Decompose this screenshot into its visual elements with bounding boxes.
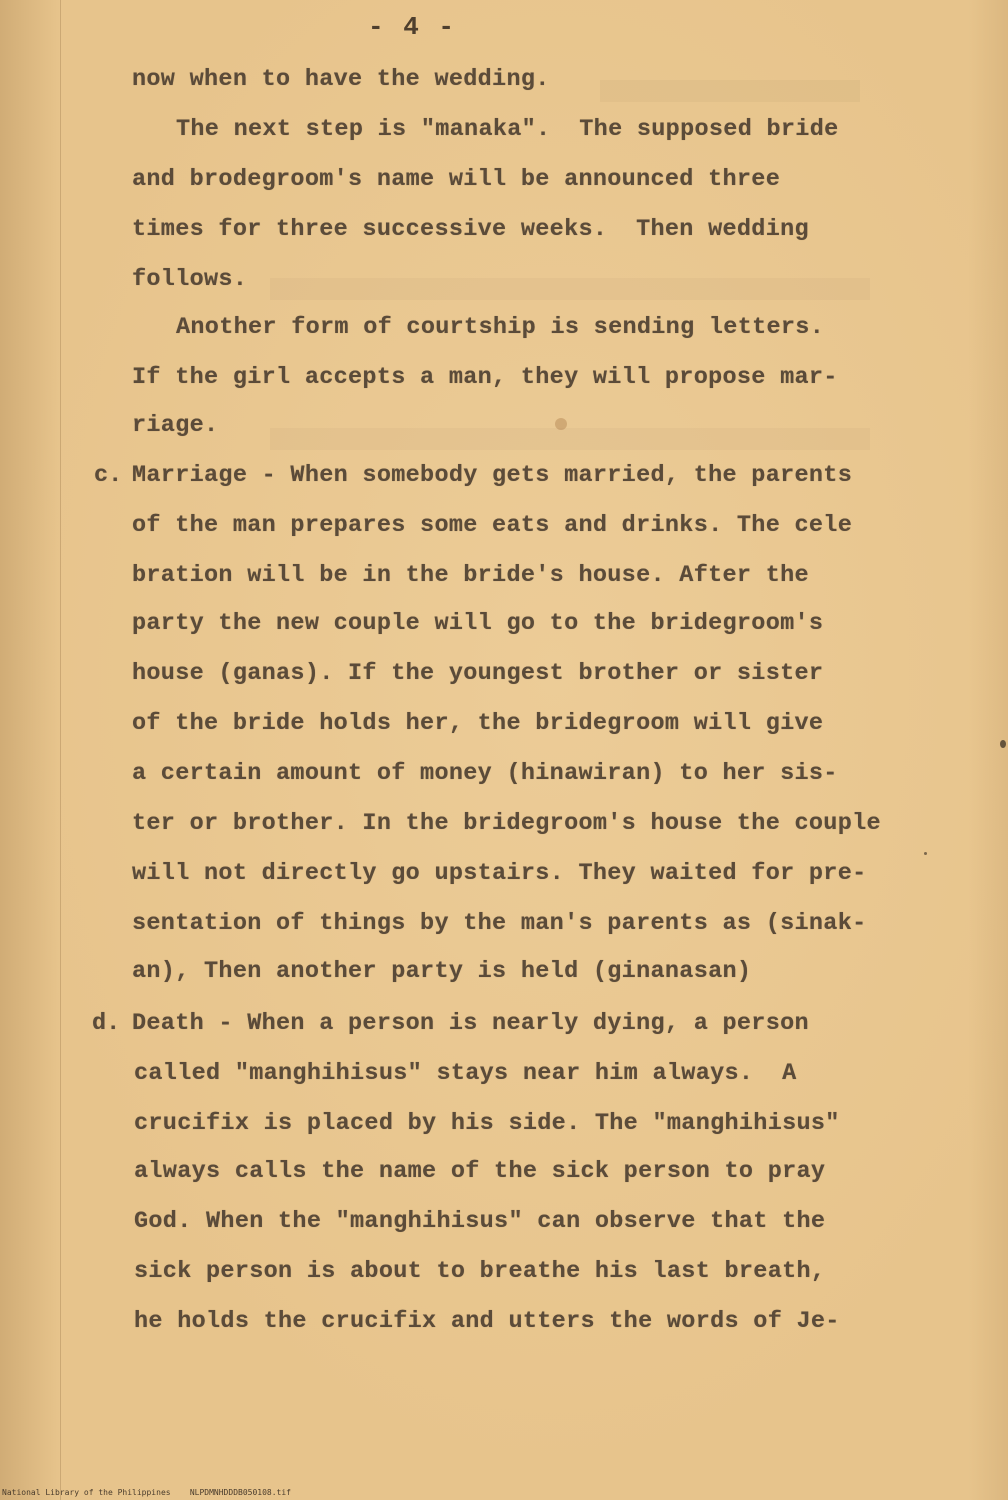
text-line: of the man prepares some eats and drinks. The cele: [132, 512, 853, 539]
section-marker-c: c.: [94, 462, 123, 489]
text-line: Death - When a person is nearly dying, a person: [132, 1010, 809, 1037]
page-fold-line: [60, 0, 61, 1500]
text-line: sick person is about to breathe his last breath,: [134, 1258, 826, 1285]
text-line: called "manghihisus" stays near him always. A: [134, 1060, 797, 1087]
bleed-through-mark: [270, 428, 870, 450]
text-line: will not directly go upstairs. They waited for pre-: [132, 860, 867, 887]
text-line: of the bride holds her, the bridegroom will give: [132, 710, 824, 737]
text-line: If the girl accepts a man, they will propose mar-: [132, 364, 838, 391]
text-line: and brodegroom's name will be announced three: [132, 166, 781, 193]
section-marker-d: d.: [92, 1010, 121, 1037]
ink-speck: [924, 852, 927, 855]
bleed-through-mark: [270, 278, 870, 300]
text-line: riage.: [132, 412, 219, 439]
text-line: house (ganas). If the youngest brother or sister: [132, 660, 824, 687]
text-line: The next step is "manaka". The supposed bride: [176, 116, 839, 143]
text-line: always calls the name of the sick person to pray: [134, 1158, 826, 1185]
text-line: a certain amount of money (hinawiran) to her sis-: [132, 760, 838, 787]
text-line: now when to have the wedding.: [132, 66, 550, 93]
text-line: an), Then another party is held (ginanasan): [132, 958, 752, 985]
text-line: times for three successive weeks. Then wedding: [132, 216, 809, 243]
footer-library: National Library of the Philippines: [2, 1488, 171, 1497]
ink-speck: [1000, 740, 1006, 748]
archive-footer: [2, 1488, 291, 1497]
page-number: - 4 -: [368, 12, 457, 42]
text-line: ter or brother. In the bridegroom's house the couple: [132, 810, 881, 837]
text-line: God. When the "manghihisus" can observe that the: [134, 1208, 826, 1235]
text-line: bration will be in the bride's house. After the: [132, 562, 809, 589]
text-line: he holds the crucifix and utters the words of Je-: [134, 1308, 840, 1335]
text-line: follows.: [132, 266, 248, 293]
text-line: party the new couple will go to the bridegroom's: [132, 610, 824, 637]
text-line: Another form of courtship is sending letters.: [176, 314, 825, 341]
bleed-through-mark: [600, 80, 860, 102]
text-line: sentation of things by the man's parents as (sinak-: [132, 910, 867, 937]
paper-stain: [555, 418, 567, 430]
footer-file-id: NLPDMNHDDDB050108.tif: [189, 1488, 291, 1497]
text-line: Marriage - When somebody gets married, the parents: [132, 462, 853, 489]
text-line: crucifix is placed by his side. The "manghihisus": [134, 1110, 840, 1137]
